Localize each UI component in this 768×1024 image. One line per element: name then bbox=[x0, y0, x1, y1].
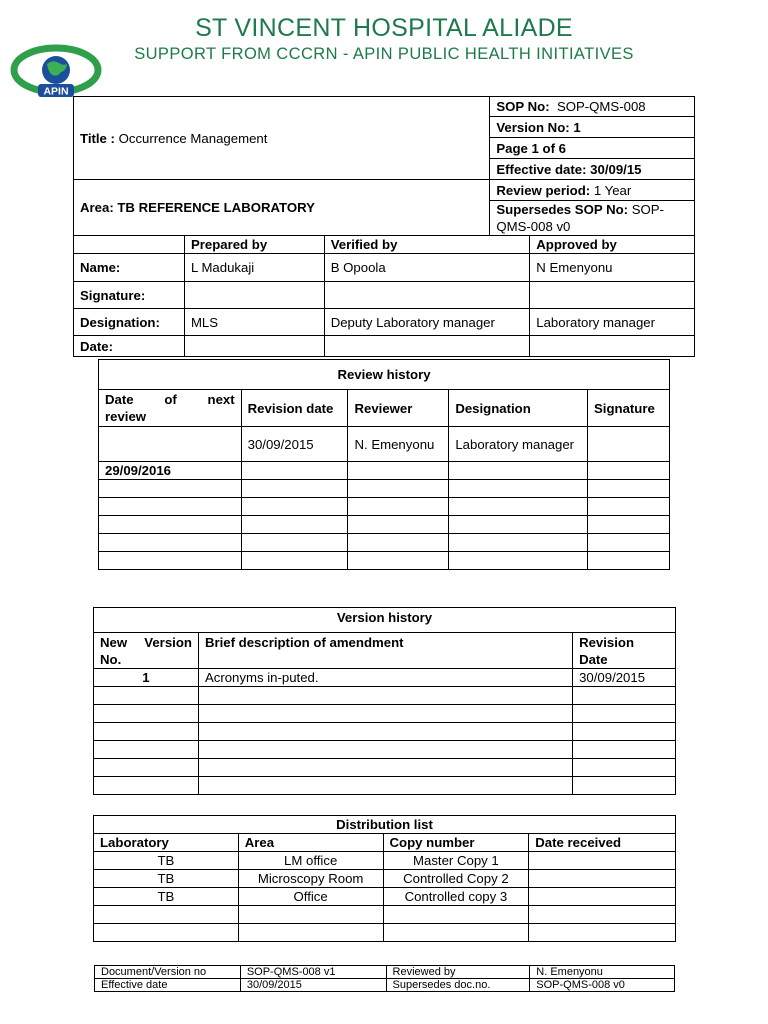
prepared-designation: MLS bbox=[184, 309, 324, 336]
area-cell: Area: TB REFERENCE LABORATORY bbox=[74, 180, 490, 236]
copy-number-header: Copy number bbox=[383, 834, 529, 852]
next-review-date: 29/09/2016 bbox=[99, 462, 242, 480]
sop-info-table bbox=[73, 96, 695, 357]
designation-header: Designation bbox=[449, 390, 588, 427]
signature-label: Signature: bbox=[74, 282, 185, 309]
revision-date-header: Revision Date bbox=[573, 633, 676, 669]
prepared-signature bbox=[184, 282, 324, 309]
table-row bbox=[94, 777, 676, 795]
sop-no-value: SOP-QMS-008 bbox=[556, 99, 646, 114]
table-row bbox=[99, 534, 670, 552]
version-cell: Version No: 1 bbox=[490, 117, 695, 138]
table-row bbox=[94, 705, 676, 723]
table-row bbox=[99, 516, 670, 534]
title-label: Title : bbox=[80, 130, 115, 146]
table-cell: Microscopy Room bbox=[238, 870, 383, 888]
table-cell: Office bbox=[238, 888, 383, 906]
laboratory-header: Laboratory bbox=[94, 834, 239, 852]
approved-date bbox=[530, 336, 695, 357]
review-history-title: Review history bbox=[99, 360, 670, 390]
table-cell: N. Emenyonu bbox=[348, 427, 449, 462]
logo-text: APIN bbox=[43, 85, 69, 98]
table-row bbox=[94, 906, 676, 924]
approved-name: N Emenyonu bbox=[530, 254, 695, 282]
table-row bbox=[94, 870, 676, 888]
approved-signature bbox=[530, 282, 695, 309]
version-history-title: Version history bbox=[94, 608, 676, 633]
reviewer-header: Reviewer bbox=[348, 390, 449, 427]
approved-by-header: Approved by bbox=[530, 236, 695, 254]
footer-cell: SOP-QMS-008 v0 bbox=[530, 979, 675, 992]
hospital-title: ST VINCENT HOSPITAL ALIADE bbox=[195, 14, 573, 42]
version-number: 1 bbox=[94, 669, 199, 687]
table-row bbox=[94, 759, 676, 777]
table-row bbox=[94, 888, 676, 906]
area-header: Area bbox=[238, 834, 383, 852]
designation-label: Designation: bbox=[74, 309, 185, 336]
effective-date-cell: Effective date: 30/09/15 bbox=[490, 159, 695, 180]
sop-no-cell bbox=[490, 97, 695, 117]
table-row bbox=[94, 924, 676, 942]
next-review-header: Date of next review bbox=[99, 390, 242, 427]
amendment-description: Acronyms in-puted. bbox=[198, 669, 572, 687]
footer-cell: Reviewed by bbox=[386, 966, 530, 979]
distribution-list-table bbox=[93, 815, 676, 942]
table-row bbox=[99, 498, 670, 516]
table-row bbox=[94, 669, 676, 687]
table-row bbox=[94, 687, 676, 705]
sop-title-cell bbox=[74, 97, 490, 180]
supersedes-cell: Supersedes SOP No: SOP-QMS-008 v0 bbox=[490, 201, 695, 236]
approved-designation: Laboratory manager bbox=[530, 309, 695, 336]
revision-date-header: Revision date bbox=[241, 390, 348, 427]
review-history-table bbox=[98, 359, 670, 570]
footer-cell: Effective date bbox=[95, 979, 241, 992]
verified-designation: Deputy Laboratory manager bbox=[324, 309, 530, 336]
table-cell: Laboratory manager bbox=[449, 427, 588, 462]
table-row bbox=[94, 852, 676, 870]
footer-cell: Document/Version no bbox=[95, 966, 241, 979]
sop-no-label: SOP No: bbox=[496, 99, 550, 114]
name-label: Name: bbox=[74, 254, 185, 282]
verified-by-header: Verified by bbox=[324, 236, 530, 254]
footer-table bbox=[94, 965, 675, 992]
table-row bbox=[99, 462, 670, 480]
footer-cell: 30/09/2015 bbox=[240, 979, 386, 992]
table-cell bbox=[529, 870, 676, 888]
date-received-header: Date received bbox=[529, 834, 676, 852]
table-cell: Controlled copy 3 bbox=[383, 888, 529, 906]
table-cell: LM office bbox=[238, 852, 383, 870]
table-cell: TB bbox=[94, 888, 239, 906]
distribution-title: Distribution list bbox=[94, 816, 676, 834]
footer-cell: Supersedes doc.no. bbox=[386, 979, 530, 992]
blank-header-cell bbox=[74, 236, 185, 254]
version-history-table bbox=[93, 607, 676, 795]
hospital-subtitle: SUPPORT FROM CCCRN - APIN PUBLIC HEALTH INITIATIVES bbox=[134, 45, 634, 63]
prepared-name: L Madukaji bbox=[184, 254, 324, 282]
table-cell bbox=[99, 427, 242, 462]
table-cell: TB bbox=[94, 852, 239, 870]
table-cell bbox=[529, 888, 676, 906]
title-value: Occurrence Management bbox=[118, 130, 268, 146]
verified-date bbox=[324, 336, 530, 357]
signature-header: Signature bbox=[588, 390, 670, 427]
review-period-cell: Review period: 1 Year bbox=[490, 180, 695, 201]
page-cell: Page 1 of 6 bbox=[490, 138, 695, 159]
table-cell bbox=[529, 852, 676, 870]
verified-name: B Opoola bbox=[324, 254, 530, 282]
table-row bbox=[94, 723, 676, 741]
table-row bbox=[99, 552, 670, 570]
date-label: Date: bbox=[74, 336, 185, 357]
footer-cell: SOP-QMS-008 v1 bbox=[240, 966, 386, 979]
table-cell bbox=[588, 427, 670, 462]
amendment-header: Brief description of amendment bbox=[198, 633, 572, 669]
table-cell: Master Copy 1 bbox=[383, 852, 529, 870]
amendment-date: 30/09/2015 bbox=[573, 669, 676, 687]
prepared-by-header: Prepared by bbox=[184, 236, 324, 254]
apin-logo bbox=[10, 44, 102, 100]
table-cell: Controlled Copy 2 bbox=[383, 870, 529, 888]
prepared-date bbox=[184, 336, 324, 357]
table-cell: TB bbox=[94, 870, 239, 888]
table-row bbox=[99, 480, 670, 498]
verified-signature bbox=[324, 282, 530, 309]
footer-cell: N. Emenyonu bbox=[530, 966, 675, 979]
new-version-header: New Version No. bbox=[94, 633, 199, 669]
table-cell: 30/09/2015 bbox=[241, 427, 348, 462]
table-row bbox=[94, 741, 676, 759]
